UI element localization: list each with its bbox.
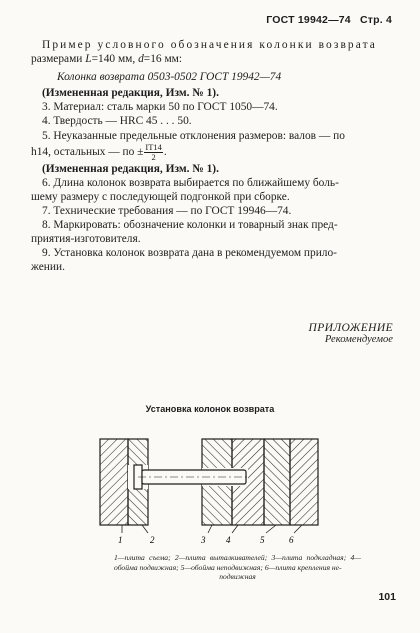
var-L: L [85, 53, 92, 66]
fraction [144, 143, 163, 162]
item-5-line-1: 5. Неуказанные предельные отклонения размеров: валов — по [42, 129, 345, 142]
example-designation: Колонка возврата 0503-0502 ГОСТ 19942—74 [57, 71, 282, 84]
label-4: 4 [226, 535, 231, 545]
fraction-numerator: IT14 [145, 141, 162, 152]
figure-title: Установка колонок возврата [145, 404, 275, 414]
example-line-2 [31, 52, 391, 66]
item-5-prefix: h14, остальных — по ± [31, 145, 144, 158]
item-8-line-2: приятия-изготовителя. [31, 233, 141, 246]
item-5-line-2 [31, 143, 391, 162]
label-5: 5 [260, 535, 265, 545]
example-line-1: Пример условного обозначения колонки возврата [42, 39, 377, 51]
label-1: 1 [118, 535, 123, 545]
appendix-heading [309, 322, 393, 345]
item-6-line-1: 6. Длина колонок возврата выбирается по ближайшему боль- [42, 176, 339, 189]
example-prefix: размерами [31, 53, 86, 66]
item-4: 4. Твердость — HRC 45 . . . 50. [42, 115, 192, 128]
value-L: =140 мм, [91, 53, 139, 66]
body-text [31, 38, 391, 274]
appendix-title: ПРИЛОЖЕНИЕ [308, 322, 393, 334]
caption-last: подвижная [219, 572, 256, 582]
item-8-line-1: 8. Маркировать: обозначение колонки и товарный знак пред- [42, 219, 338, 232]
edition-note-2: (Измененная редакция, Изм. № 1). [42, 162, 219, 175]
page-label: Стр. 4 [359, 14, 392, 26]
item-6-line-2: шему размеру с последующей подгонкой при сборке. [31, 190, 290, 203]
plate-6 [290, 439, 318, 525]
label-2: 2 [150, 535, 155, 545]
running-header [260, 14, 392, 26]
plate-1 [100, 439, 128, 525]
label-3: 3 [201, 535, 206, 545]
figure-caption [114, 553, 361, 582]
label-6: 6 [289, 535, 294, 545]
plate-5 [264, 439, 290, 525]
standard-code: ГОСТ 19942—74 [266, 14, 351, 26]
appendix-subtitle: Рекомендуемое [324, 334, 393, 345]
item-3: 3. Материал: сталь марки 50 по ГОСТ 1050—74. [42, 101, 278, 114]
value-d: =16 мм: [143, 53, 183, 66]
item-7: 7. Технические требования — по ГОСТ 19946—74. [42, 204, 292, 217]
var-d: d [138, 53, 144, 66]
edition-note-1: (Измененная редакция, Изм. № 1). [42, 87, 219, 100]
caption-main: 1—плита съема; 2—плита выталкивателей; 3—плита подкладная; 4—обойма подвижная; 5—обойма неподвижная; 6—плита крепления не- [114, 553, 361, 572]
item-9-line-2: жении. [31, 261, 65, 274]
item-9-line-1: 9. Установка колонок возврата дана в рекомендуемом прило- [42, 247, 337, 260]
page-number: 101 [378, 591, 396, 603]
fraction-denominator: 2 [151, 151, 156, 162]
item-5-suffix: . [163, 145, 167, 158]
installation-drawing [80, 425, 340, 550]
